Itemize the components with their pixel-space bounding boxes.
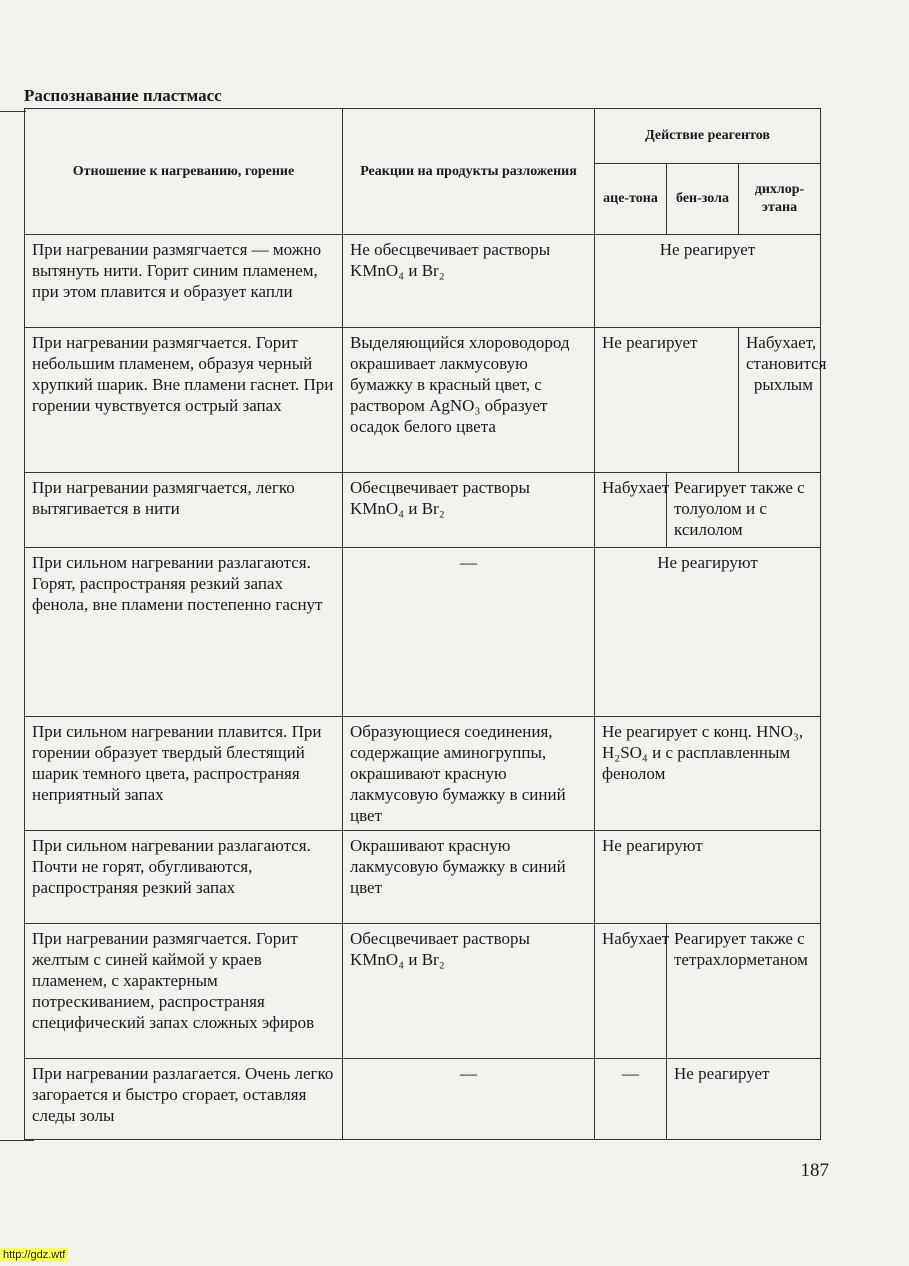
- decomposition-cell: Окрашивают красную лакмусовую бумажку в синий цвет: [343, 831, 595, 924]
- plastics-table: [24, 108, 827, 1140]
- header-reagents: Действие реагентов: [595, 109, 821, 164]
- heating-cell: При сильном нагревании разлагаются. Почти не горят, обугливаются, распространяя резкий запах: [25, 831, 343, 924]
- decomposition-cell: —: [343, 548, 595, 717]
- heating-cell: При нагревании размягчается — можно вытянуть нити. Горит синим пламенем, при этом плавится и образует капли: [25, 235, 343, 328]
- reagent-cell: Не реагирует: [595, 235, 821, 328]
- reagent-cell: Реагирует также с тетрахлорметаном: [667, 924, 821, 1059]
- header-benzene: бен-зола: [667, 164, 739, 235]
- reagent-cell: Не реагируют: [595, 548, 821, 717]
- header-row: [25, 109, 821, 164]
- heating-cell: При нагревании размягчается, легко вытягивается в нити: [25, 473, 343, 548]
- heating-cell: При сильном нагревании разлагаются. Горят, распространяя резкий запах фенола, вне пламени постепенно гаснут: [25, 548, 343, 717]
- decomposition-cell: —: [343, 1059, 595, 1140]
- table-row: [25, 924, 821, 1059]
- reagent-cell: Набухает, становится рыхлым: [739, 328, 821, 473]
- reagent-cell: Реагирует также с толуолом и с ксилолом: [667, 473, 821, 548]
- table-row: [25, 1059, 821, 1140]
- decomposition-cell: Образующиеся соединения, содержащие аминогруппы, окрашивают красную лакмусовую бумажку в синий цвет: [343, 717, 595, 831]
- heating-cell: При сильном нагревании плавится. При горении образует твердый блестящий шарик темного цвета, распространяя неприятный запах: [25, 717, 343, 831]
- table-row: [25, 328, 821, 473]
- page-number: 187: [800, 1160, 829, 1181]
- reagent-cell: Не реагирует с конц. HNO₃, H₂SO₄ и с расплавленным фенолом: [595, 717, 821, 831]
- decomposition-cell: Обесцвечивает растворы KMnO₄ и Br₂: [343, 473, 595, 548]
- heating-cell: При нагревании размягчается. Горит небольшим пламенем, образуя черный хрупкий шарик. Вне пламени гаснет. При горении чувствуется острый запах: [25, 328, 343, 473]
- header-decomposition: Реакции на продукты разложения: [343, 109, 595, 235]
- margin-rule: [0, 1140, 34, 1141]
- reagent-cell: Не реагируют: [595, 831, 821, 924]
- table-row: [25, 473, 821, 548]
- watermark-link[interactable]: http://gdz.wtf: [0, 1248, 68, 1262]
- header-acetone: аце-тона: [595, 164, 667, 235]
- decomposition-cell: Не обесцвечивает растворы KMnO₄ и Br₂: [343, 235, 595, 328]
- table-row: [25, 235, 821, 328]
- reagent-cell: —: [595, 1059, 667, 1140]
- table-row: [25, 831, 821, 924]
- table-row: [25, 717, 821, 831]
- header-dichloroethane: дихлор-этана: [739, 164, 821, 235]
- margin-rule: [0, 111, 26, 112]
- reagent-cell: Набухает: [595, 924, 667, 1059]
- page-title: Распознавание пластмасс: [24, 86, 222, 105]
- decomposition-cell: Обесцвечивает растворы KMnO₄ и Br₂: [343, 924, 595, 1059]
- reagent-cell: Не реагирует: [667, 1059, 821, 1140]
- table-row: [25, 548, 821, 717]
- heating-cell: При нагревании разлагается. Очень легко загорается и быстро сгорает, оставляя следы золы: [25, 1059, 343, 1140]
- reagent-cell: Набухает: [595, 473, 667, 548]
- decomposition-cell: Выделяющийся хлороводород окрашивает лакмусовую бумажку в красный цвет, с раствором AgNO₃ образует осадок белого цвета: [343, 328, 595, 473]
- header-heating: Отношение к нагреванию, горение: [25, 109, 343, 235]
- reagent-cell: Не реагирует: [595, 328, 739, 473]
- heating-cell: При нагревании размягчается. Горит желтым с синей каймой у краев пламенем, с характерным потрескиванием, распространяя специфический запах сложных эфиров: [25, 924, 343, 1059]
